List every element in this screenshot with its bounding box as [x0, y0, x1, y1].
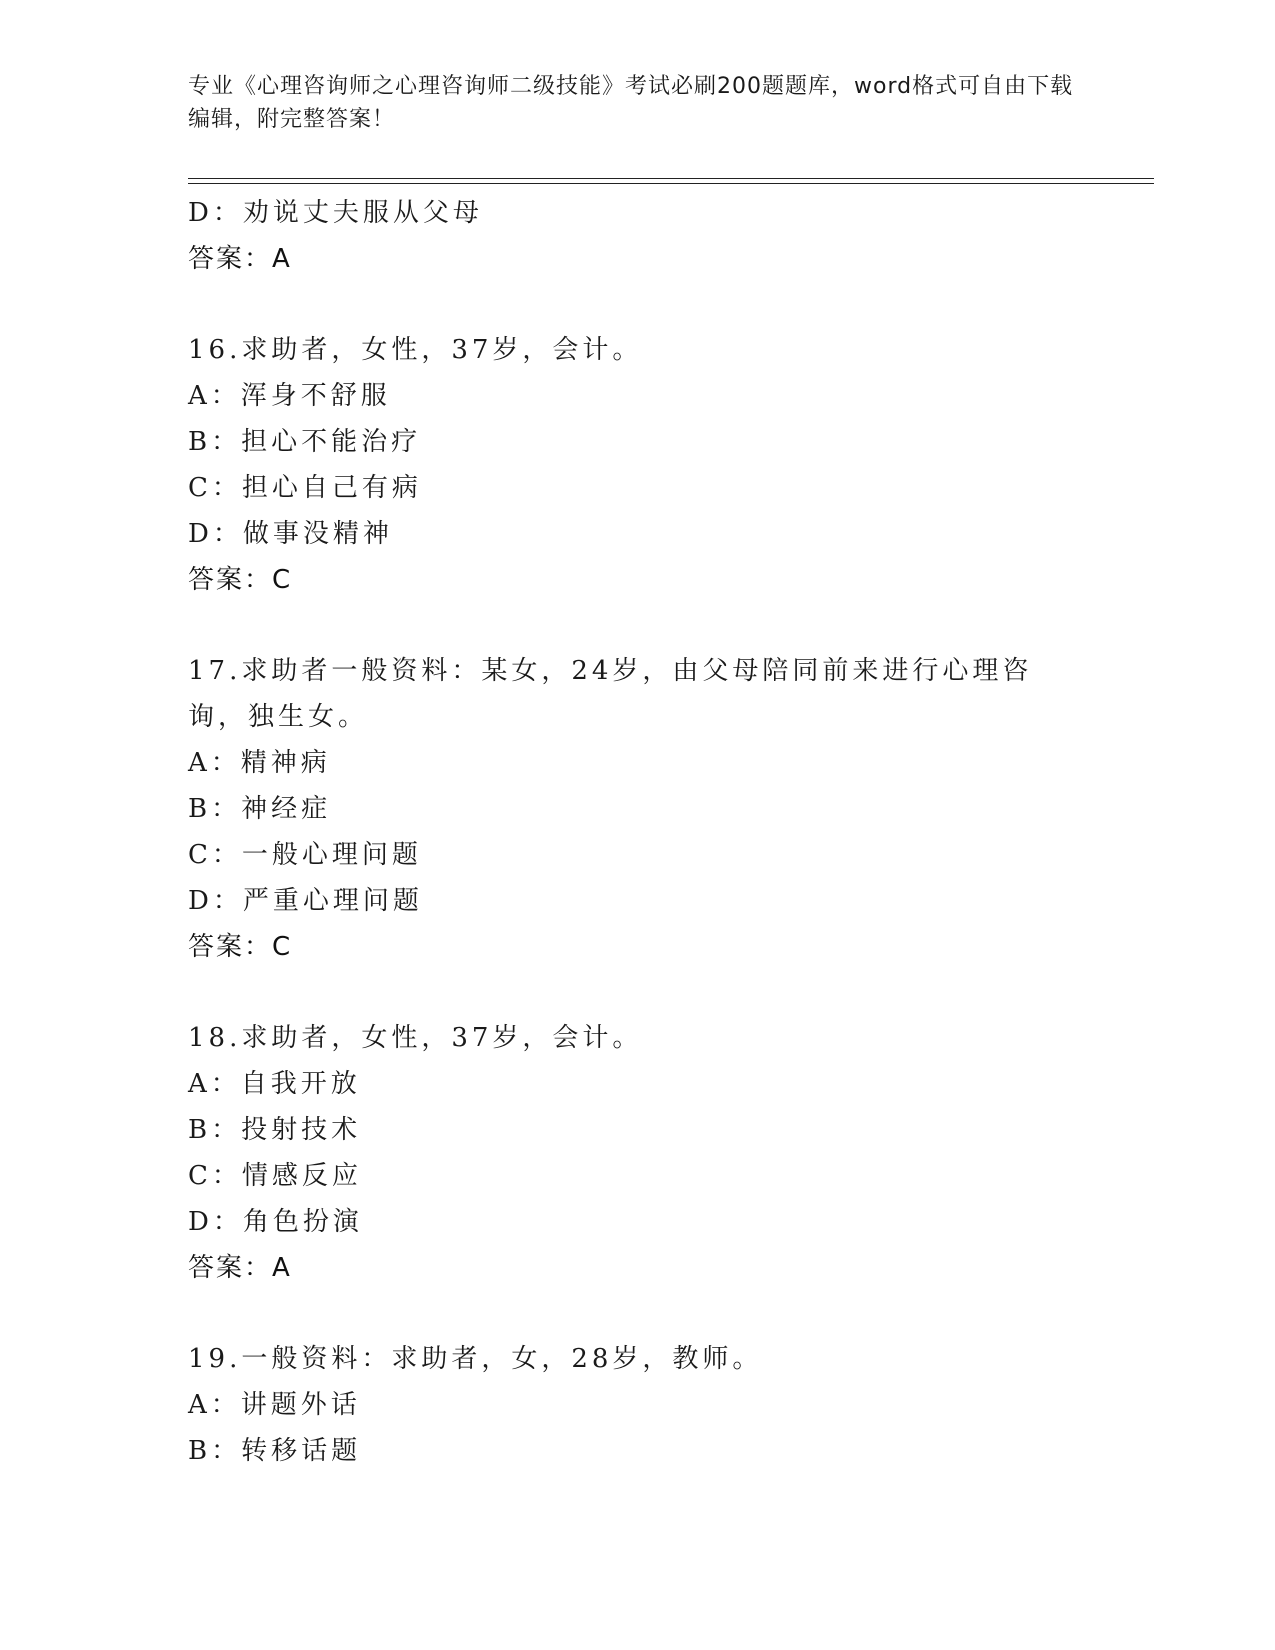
- option-d: D：角色扮演: [188, 1207, 363, 1237]
- option-a: A：精神病: [188, 748, 331, 778]
- previous-question-option-d: D：劝说丈夫服从父母: [188, 198, 483, 228]
- question-16: [188, 327, 1088, 603]
- answer: 答案：C: [188, 565, 293, 595]
- question-list: [188, 190, 1088, 1474]
- option-b: B：神经症: [188, 794, 332, 824]
- option-c: C：担心自己有病: [188, 473, 422, 503]
- question-text: 17.求助者一般资料：某女，24岁，由父母陪同前来进行心理咨询，独生女。: [188, 656, 1033, 732]
- question-17: [188, 648, 1088, 970]
- option-d: D：严重心理问题: [188, 886, 423, 916]
- question-text: 18.求助者，女性，37岁，会计。: [188, 1023, 643, 1053]
- question-18: [188, 1015, 1088, 1291]
- answer: 答案：C: [188, 932, 293, 962]
- option-a: A：讲题外话: [188, 1390, 361, 1420]
- option-d: D：做事没精神: [188, 519, 393, 549]
- question-19: [188, 1336, 1088, 1474]
- option-b: B：担心不能治疗: [188, 427, 422, 457]
- option-c: C：情感反应: [188, 1161, 362, 1191]
- option-c: C：一般心理问题: [188, 840, 422, 870]
- document-header: 专业《心理咨询师之心理咨询师二级技能》考试必刷200题题库，word格式可自由下载编辑，附完整答案！: [188, 74, 1074, 132]
- option-b: B：转移话题: [188, 1436, 362, 1466]
- previous-question-answer: 答案：A: [188, 244, 292, 274]
- answer: 答案：A: [188, 1253, 292, 1283]
- option-b: B：投射技术: [188, 1115, 362, 1145]
- header-divider-top: [188, 178, 1154, 179]
- option-a: A：自我开放: [188, 1069, 361, 1099]
- question-text: 16.求助者，女性，37岁，会计。: [188, 335, 643, 365]
- question-text: 19.一般资料：求助者，女，28岁，教师。: [188, 1344, 763, 1374]
- option-a: A：浑身不舒服: [188, 381, 391, 411]
- header-divider-bottom: [188, 183, 1154, 184]
